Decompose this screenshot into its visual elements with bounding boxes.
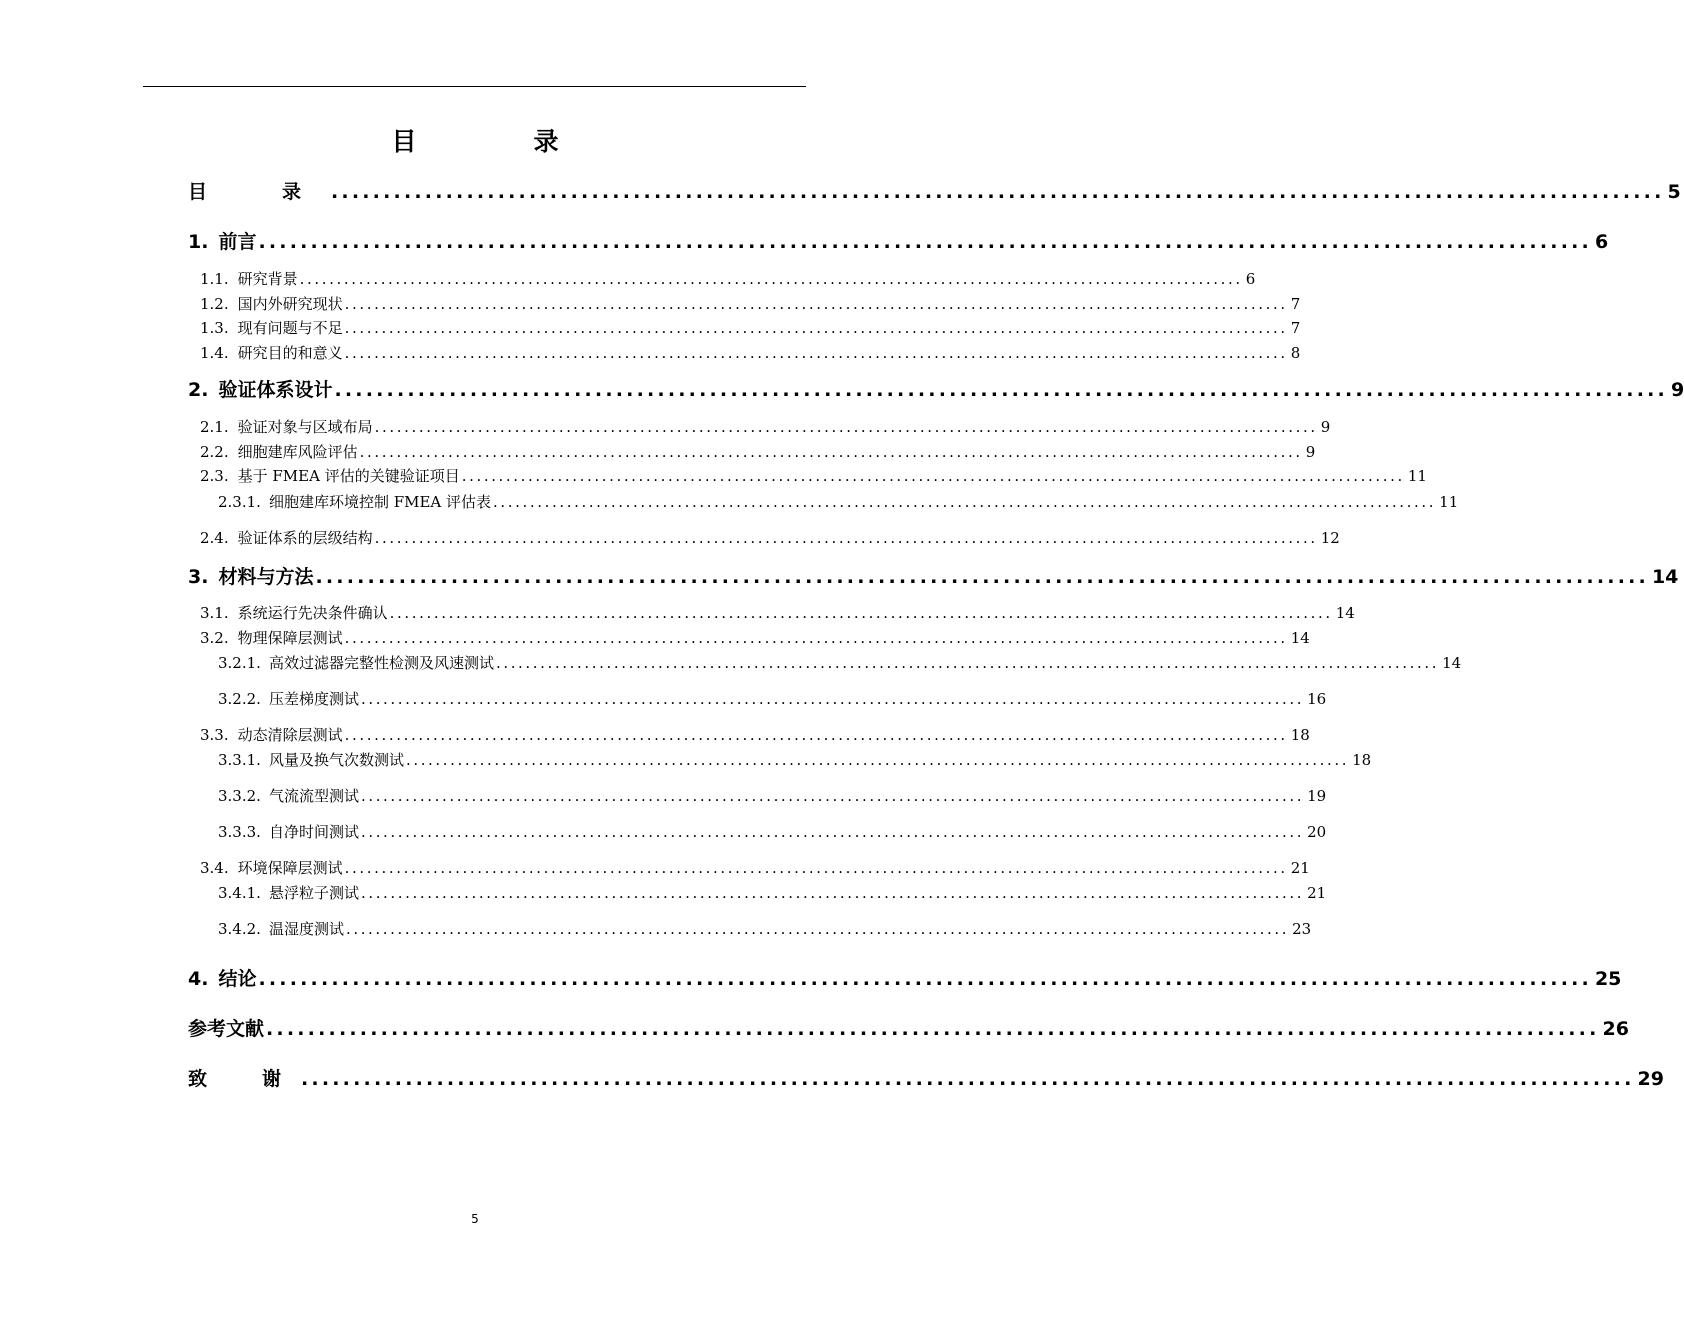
- toc-entry-label: 压差梯度测试: [268, 690, 359, 708]
- toc-entry-label: 细胞建库环境控制 FMEA 评估表: [268, 493, 492, 511]
- toc-entry-number: 2.2.: [200, 443, 229, 461]
- toc-page-number: 11: [1407, 467, 1427, 485]
- toc-leader: ................................................................................................................................: [360, 823, 1305, 841]
- toc-leader: ................................................................................................................................: [495, 654, 1440, 672]
- toc-entry[interactable]: [188, 1017, 1629, 1041]
- toc-leader: ................................................................................................................................: [266, 1018, 1600, 1040]
- toc-entry-number: 2.4.: [200, 529, 229, 547]
- toc-entry[interactable]: [200, 603, 1355, 623]
- toc-page-number: 6: [1245, 270, 1256, 288]
- toc-page-number: 7: [1290, 319, 1301, 337]
- toc-entry-label: 环境保障层测试: [237, 859, 343, 877]
- toc-page-number: 14: [1335, 604, 1355, 622]
- toc-entry-number: 3.1.: [200, 604, 229, 622]
- toc-entry[interactable]: [188, 967, 1622, 991]
- toc-entry[interactable]: [218, 653, 1462, 673]
- toc-entry-number: 3.4.: [200, 859, 229, 877]
- toc-entry-number: 1.2.: [200, 295, 229, 313]
- toc-entry[interactable]: [218, 786, 1327, 806]
- toc-entry-number: 1.1.: [200, 270, 229, 288]
- toc-entry[interactable]: [200, 466, 1427, 486]
- toc-entry-label: 风量及换气次数测试: [268, 751, 404, 769]
- toc-entry-label: 气流流型测试: [268, 787, 359, 805]
- toc-entry-label: 悬浮粒子测试: [268, 884, 359, 902]
- toc-entry[interactable]: [188, 565, 1679, 589]
- toc-page-number: 7: [1290, 295, 1301, 313]
- toc-page-number: 21: [1290, 859, 1310, 877]
- toc-page-number: 14: [1442, 654, 1462, 672]
- toc-entry-label: 物理保障层测试: [237, 629, 343, 647]
- toc-page-number: 25: [1594, 968, 1622, 990]
- toc-entry-number: 3.4.2.: [218, 920, 261, 938]
- toc-entry[interactable]: [200, 628, 1310, 648]
- toc-leader: ................................................................................................................................: [299, 270, 1243, 288]
- toc-entry[interactable]: [218, 883, 1327, 903]
- toc-entry[interactable]: [200, 442, 1316, 462]
- toc-leader: ................................................................................................................................: [461, 467, 1405, 485]
- toc-entry-label: 自净时间测试: [268, 823, 359, 841]
- toc-leader: ................................................................................................................................: [315, 566, 1649, 588]
- header-rule: [143, 86, 806, 87]
- toc-entry-label: 前言: [218, 231, 257, 253]
- toc-leader: ................................................................................................................................: [389, 604, 1333, 622]
- toc-leader: ................................................................................................................................: [258, 968, 1592, 990]
- toc-entry-label: 国内外研究现状: [237, 295, 343, 313]
- toc-entry[interactable]: [188, 1067, 1664, 1091]
- toc-entry[interactable]: [200, 318, 1301, 338]
- toc-leader: ................................................................................................................................: [374, 418, 1318, 436]
- toc-entry[interactable]: [218, 492, 1459, 512]
- toc-entry-number: 3.4.1.: [218, 884, 261, 902]
- toc-entry-label: 系统运行先决条件确认: [237, 604, 388, 622]
- toc-entry-label: 验证对象与区域布局: [237, 418, 373, 436]
- toc-leader: ................................................................................................................................: [359, 443, 1303, 461]
- toc-leader: ................................................................................................................................: [331, 181, 1665, 203]
- toc-leader: ................................................................................................................................: [360, 690, 1305, 708]
- toc-leader: ................................................................................................................................: [344, 726, 1288, 744]
- toc-page-number: 9: [1320, 418, 1331, 436]
- toc-entry-label: 研究目的和意义: [237, 344, 343, 362]
- toc-entry-number: 3.2.2.: [218, 690, 261, 708]
- toc-entry-number: 3.3.2.: [218, 787, 261, 805]
- toc-entry-label: 细胞建库风险评估: [237, 443, 358, 461]
- toc-leader: ................................................................................................................................: [405, 751, 1350, 769]
- toc-entry-label: 致 谢: [188, 1068, 300, 1090]
- toc-page-number: 8: [1290, 344, 1301, 362]
- toc-page-number: 23: [1292, 920, 1312, 938]
- toc-entry-label: 验证体系的层级结构: [237, 529, 373, 547]
- toc-entry-number: 3.: [188, 566, 209, 588]
- toc-entry[interactable]: [188, 230, 1609, 254]
- toc-entry-number: 1.: [188, 231, 209, 253]
- toc-entry[interactable]: [200, 417, 1331, 437]
- toc-entry-number: 3.2.1.: [218, 654, 261, 672]
- toc-entry-number: 3.3.: [200, 726, 229, 744]
- toc-leader: ................................................................................................................................: [344, 319, 1288, 337]
- toc-entry-number: 4.: [188, 968, 209, 990]
- toc-title: 目 录: [391, 127, 605, 156]
- toc-page-number: 16: [1307, 690, 1327, 708]
- toc-page-number: 18: [1290, 726, 1310, 744]
- toc-entry-label: 基于 FMEA 评估的关键验证项目: [237, 467, 460, 485]
- toc-entry-number: 1.3.: [200, 319, 229, 337]
- toc-leader: ................................................................................................................................: [374, 529, 1318, 547]
- toc-entry-number: 1.4.: [200, 344, 229, 362]
- toc-entry[interactable]: [200, 294, 1301, 314]
- toc-entry[interactable]: [200, 343, 1301, 363]
- toc-entry-number: 3.3.1.: [218, 751, 261, 769]
- toc-entry-label: 结论: [218, 968, 257, 990]
- toc-page-number: 29: [1637, 1068, 1664, 1090]
- toc-entry-label: 参考文献: [188, 1018, 265, 1040]
- toc-page-number: 14: [1651, 566, 1679, 588]
- toc-page-number: 19: [1307, 787, 1327, 805]
- toc-entry-label: 高效过滤器完整性检测及风速测试: [268, 654, 494, 672]
- toc-leader: ................................................................................................................................: [301, 1068, 1635, 1090]
- toc-entry-label: 材料与方法: [218, 566, 314, 588]
- toc-page-number: 9: [1670, 379, 1684, 401]
- toc-entry[interactable]: [218, 689, 1327, 709]
- toc-page-number: 21: [1307, 884, 1327, 902]
- toc-entry-number: 2.3.: [200, 467, 229, 485]
- toc-page-number: 14: [1290, 629, 1310, 647]
- footer-page-number: 5: [471, 1212, 479, 1226]
- toc-leader: ................................................................................................................................: [344, 295, 1288, 313]
- toc-entry[interactable]: [200, 858, 1310, 878]
- toc-entry[interactable]: [218, 919, 1312, 939]
- toc-entry-label: 现有问题与不足: [237, 319, 343, 337]
- toc-entry-number: 2.1.: [200, 418, 229, 436]
- toc-entry-label: 目 录: [188, 181, 330, 203]
- toc-leader: ................................................................................................................................: [344, 629, 1288, 647]
- toc-page-number: 9: [1305, 443, 1316, 461]
- toc-entry[interactable]: [200, 528, 1340, 548]
- toc-entry[interactable]: [200, 725, 1310, 745]
- toc-entry-number: 2.: [188, 379, 209, 401]
- toc-page-number: 5: [1667, 181, 1681, 203]
- toc-entry-label: 研究背景: [237, 270, 298, 288]
- toc-entry-label: 验证体系设计: [218, 379, 333, 401]
- toc-entry-number: 2.3.1.: [218, 493, 261, 511]
- toc-entry-label: 温湿度测试: [268, 920, 344, 938]
- toc-entry-number: 3.2.: [200, 629, 229, 647]
- toc-leader: ................................................................................................................................: [493, 493, 1437, 511]
- toc-entry[interactable]: [188, 180, 1681, 204]
- toc-page-number: 18: [1352, 751, 1372, 769]
- toc-leader: ................................................................................................................................: [345, 920, 1290, 938]
- toc-leader: ................................................................................................................................: [360, 787, 1305, 805]
- toc-page-number: 12: [1320, 529, 1340, 547]
- toc-page-number: 11: [1439, 493, 1459, 511]
- toc-page-number: 20: [1307, 823, 1327, 841]
- toc-leader: ................................................................................................................................: [258, 231, 1592, 253]
- toc-page-number: 6: [1594, 231, 1609, 253]
- toc-entry[interactable]: [188, 378, 1684, 402]
- toc-page-number: 26: [1602, 1018, 1629, 1040]
- toc-entry-number: 3.3.3.: [218, 823, 261, 841]
- toc-entry[interactable]: [200, 269, 1256, 289]
- toc-entry[interactable]: [218, 750, 1372, 770]
- toc-leader: ................................................................................................................................: [344, 859, 1288, 877]
- toc-entry[interactable]: [218, 822, 1327, 842]
- toc-entry-label: 动态清除层测试: [237, 726, 343, 744]
- toc-leader: ................................................................................................................................: [360, 884, 1305, 902]
- toc-leader: ................................................................................................................................: [334, 379, 1668, 401]
- toc-leader: ................................................................................................................................: [344, 344, 1288, 362]
